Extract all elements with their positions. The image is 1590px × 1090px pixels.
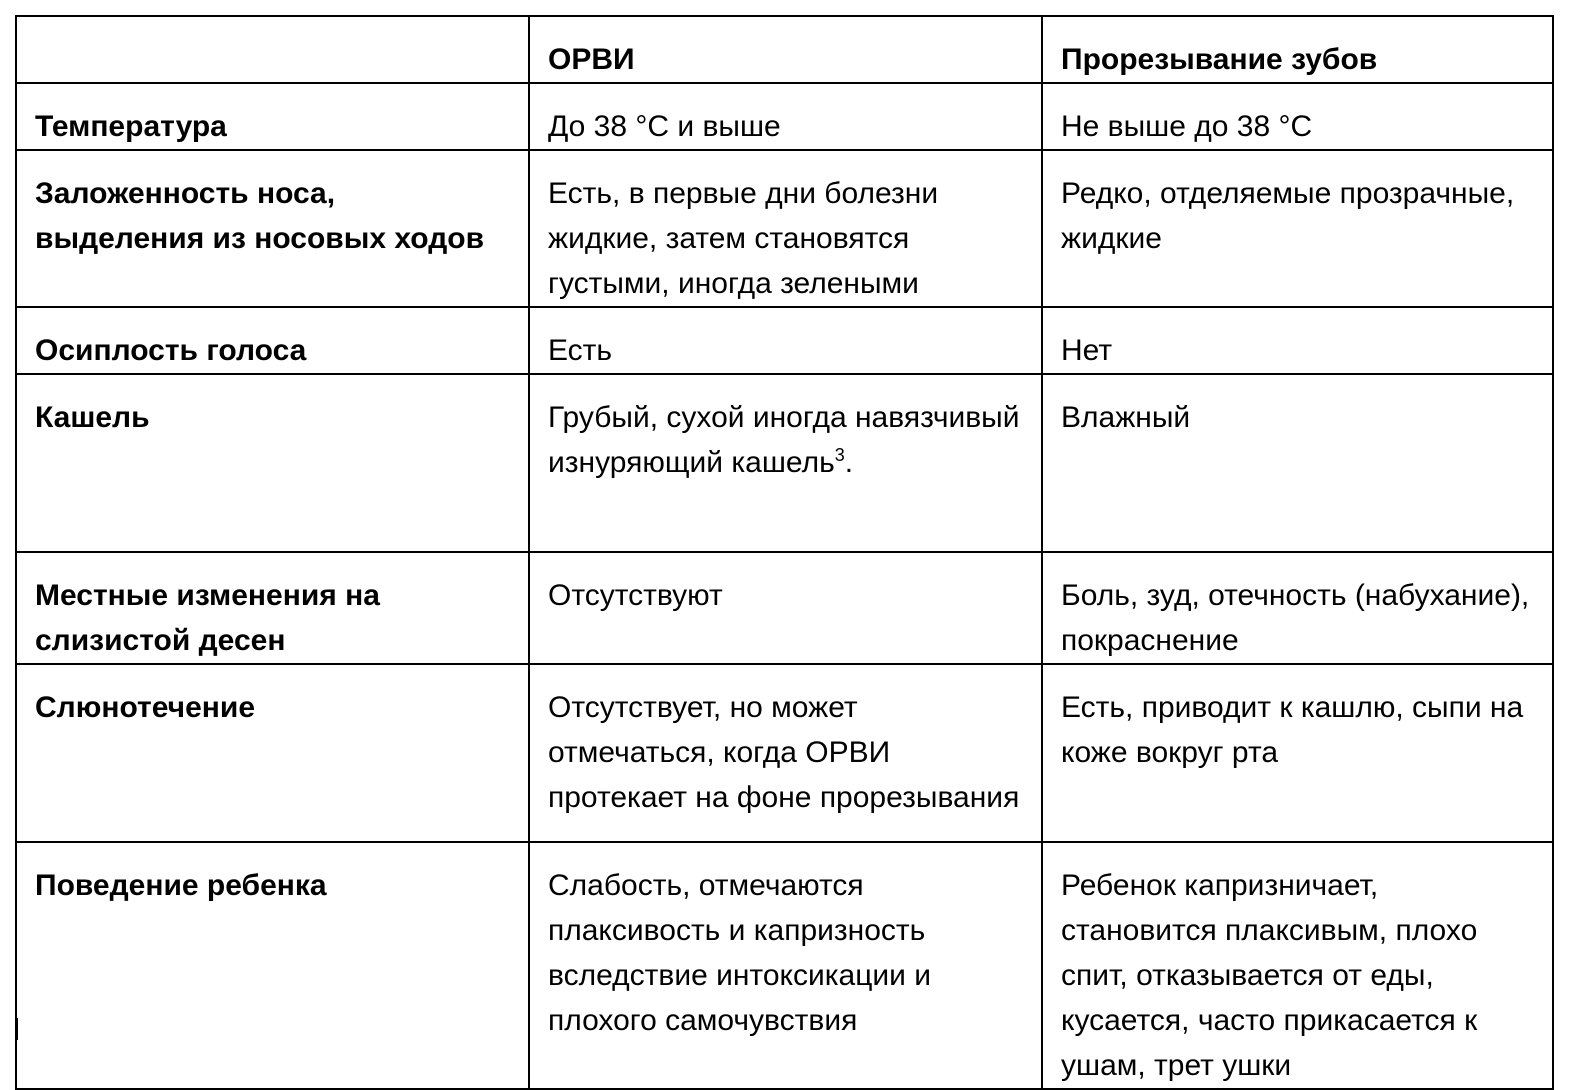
feature-cell: Слюнотечение xyxy=(16,664,529,842)
comparison-table xyxy=(15,15,1554,1090)
feature-cell: Поведение ребенка xyxy=(16,842,529,1089)
header-cell-orvi: ОРВИ xyxy=(529,16,1042,83)
table-row xyxy=(16,842,1553,1089)
teething-cell: Редко, отделяемые прозрачные, жидкие xyxy=(1042,150,1553,307)
header-cell-teething: Прорезывание зубов xyxy=(1042,16,1553,83)
table-row xyxy=(16,307,1553,374)
teething-cell: Ребенок капризничает, становится плаксивым, плохо спит, отказывается от еды, кусается, часто прикасается к ушам, трет ушки xyxy=(1042,842,1553,1089)
feature-cell: Местные изменения на слизистой десен xyxy=(16,552,529,664)
table-row xyxy=(16,374,1553,552)
orvi-cell: Отсутствуют xyxy=(529,552,1042,664)
table-row xyxy=(16,83,1553,150)
orvi-text: Грубый, сухой иногда навязчивый изнуряющий кашель xyxy=(548,401,1020,479)
teething-cell: Не выше до 38 °C xyxy=(1042,83,1553,150)
teething-cell: Боль, зуд, отечность (набухание), покраснение xyxy=(1042,552,1553,664)
orvi-cell: Отсутствует, но может отмечаться, когда ОРВИ протекает на фоне прорезывания xyxy=(529,664,1042,842)
table-row xyxy=(16,552,1553,664)
table-row xyxy=(16,664,1553,842)
feature-cell: Заложенность носа, выделения из носовых ходов xyxy=(16,150,529,307)
orvi-cell: Есть, в первые дни болезни жидкие, затем становятся густыми, иногда зелеными xyxy=(529,150,1042,307)
feature-cell: Кашель xyxy=(16,374,529,552)
footnote-marker: 3 xyxy=(834,445,845,465)
teething-cell: Есть, приводит к кашлю, сыпи на коже вокруг рта xyxy=(1042,664,1553,842)
orvi-cell: До 38 °C и выше xyxy=(529,83,1042,150)
orvi-cell: Есть xyxy=(529,307,1042,374)
teething-cell: Нет xyxy=(1042,307,1553,374)
feature-cell: Температура xyxy=(16,83,529,150)
orvi-cell xyxy=(529,374,1042,552)
text-cursor xyxy=(17,1018,18,1040)
orvi-cell: Слабость, отмечаются плаксивость и капризность вследствие интоксикации и плохого самочувствия xyxy=(529,842,1042,1089)
feature-cell: Осиплость голоса xyxy=(16,307,529,374)
header-cell-empty xyxy=(16,16,529,83)
orvi-text-end: . xyxy=(844,446,854,479)
header-row xyxy=(16,16,1553,83)
table-row xyxy=(16,150,1553,307)
teething-cell: Влажный xyxy=(1042,374,1553,552)
